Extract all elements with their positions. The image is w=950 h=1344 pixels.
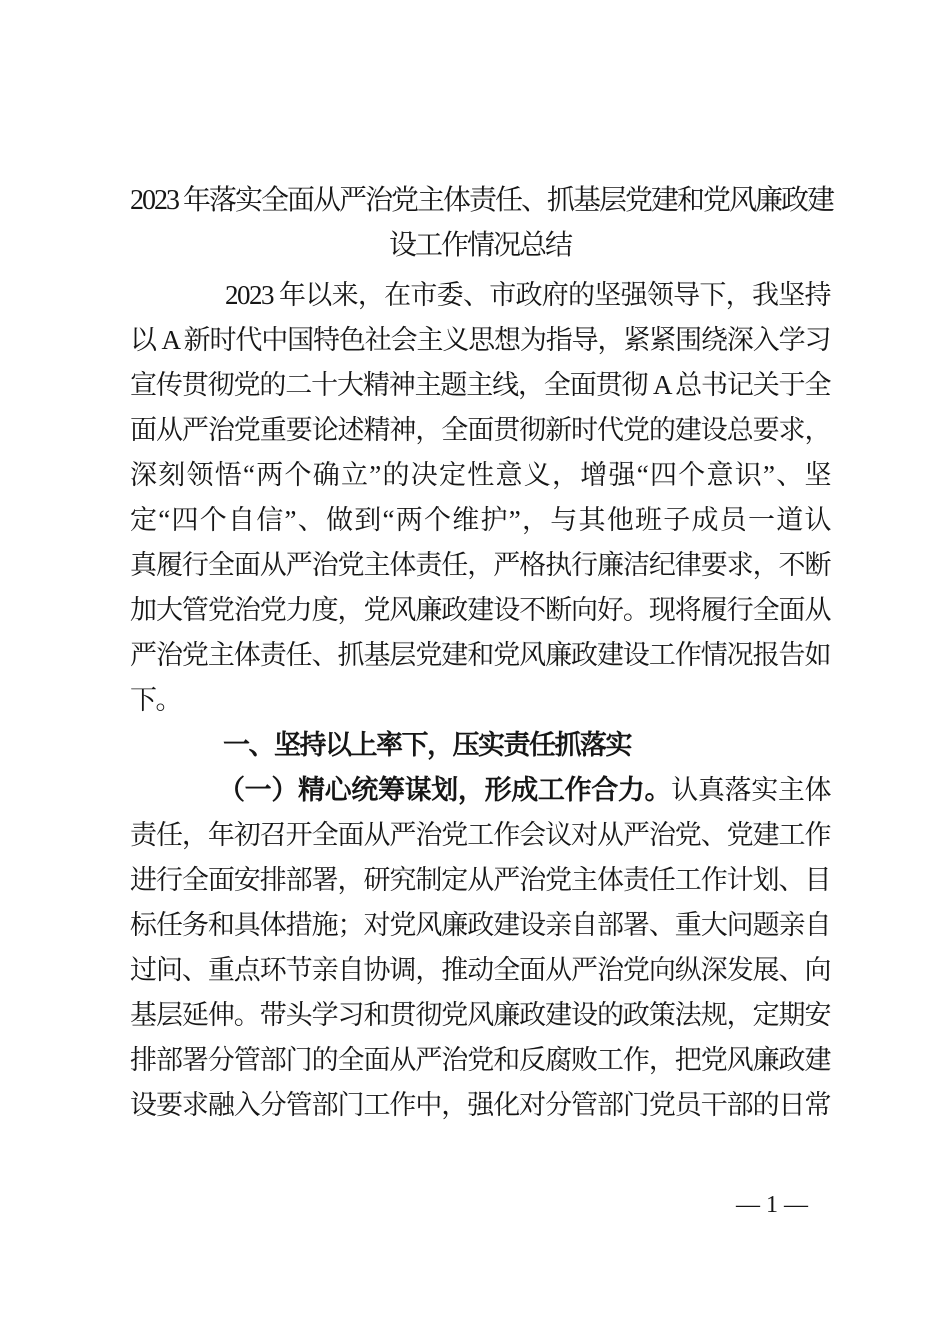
page-number: — 1 — (736, 1192, 808, 1218)
text-line: 真履行全面从严治党主体责任，严格执行廉洁纪律要求，不断 (130, 550, 830, 580)
text-line: 深刻领悟“两个确立”的决定性意义，增强“四个意识”、坚 (130, 460, 830, 490)
subsection-lines (130, 813, 830, 1128)
text-line: 以 A 新时代中国特色社会主义思想为指导，紧紧围绕深入学习 (130, 325, 830, 355)
subsection-first-line (130, 768, 830, 813)
document-title (130, 178, 834, 268)
section-heading: 一、坚持以上率下，压实责任抓落实 (223, 730, 631, 760)
text-line: 标任务和具体措施；对党风廉政建设亲自部署、重大问题亲自 (130, 910, 830, 940)
text-line: 进行全面安排部署，研究制定从严治党主体责任工作计划、目 (130, 865, 830, 895)
text-line: 定“四个自信”、做到“两个维护”，与其他班子成员一道认 (130, 505, 830, 535)
title-line-2: 设工作情况总结 (388, 230, 571, 261)
document-content (130, 178, 834, 1128)
text-line: 基层延伸。带头学习和贯彻党风廉政建设的政策法规，定期安 (130, 1000, 830, 1030)
subsection-paragraph (130, 768, 830, 1128)
text-line: 严治党主体责任、抓基层党建和党风廉政建设工作情况报告如 (130, 640, 830, 670)
text-line: 下。 (130, 685, 181, 715)
text-line: 排部署分管部门的全面从严治党和反腐败工作，把党风廉政建 (130, 1045, 830, 1075)
text-line: 设要求融入分管部门工作中，强化对分管部门党员干部的日常 (130, 1090, 830, 1120)
subsection-lead: （一）精心统筹谋划，形成工作合力。 (218, 775, 672, 805)
title-line-1: 2023 年落实全面从严治党主体责任、抓基层党建和党风廉政建 (130, 185, 834, 216)
text-line: 面从严治党重要论述精神，全面贯彻新时代党的建设总要求， (130, 415, 830, 445)
text-line: 加大管党治党力度，党风廉政建设不断向好。现将履行全面从 (130, 595, 830, 625)
text-line: 2023 年以来，在市委、市政府的坚强领导下，我坚持 (225, 280, 830, 310)
subsection-lead-rest: 认真落实主体 (671, 775, 831, 805)
text-line: 过问、重点环节亲自协调，推动全面从严治党向纵深发展、向 (130, 955, 830, 985)
intro-paragraph (130, 273, 830, 723)
text-line: 责任，年初召开全面从严治党工作会议对从严治党、党建工作 (130, 820, 830, 850)
text-line: 宣传贯彻党的二十大精神主题主线，全面贯彻 A 总书记关于全 (130, 370, 830, 400)
